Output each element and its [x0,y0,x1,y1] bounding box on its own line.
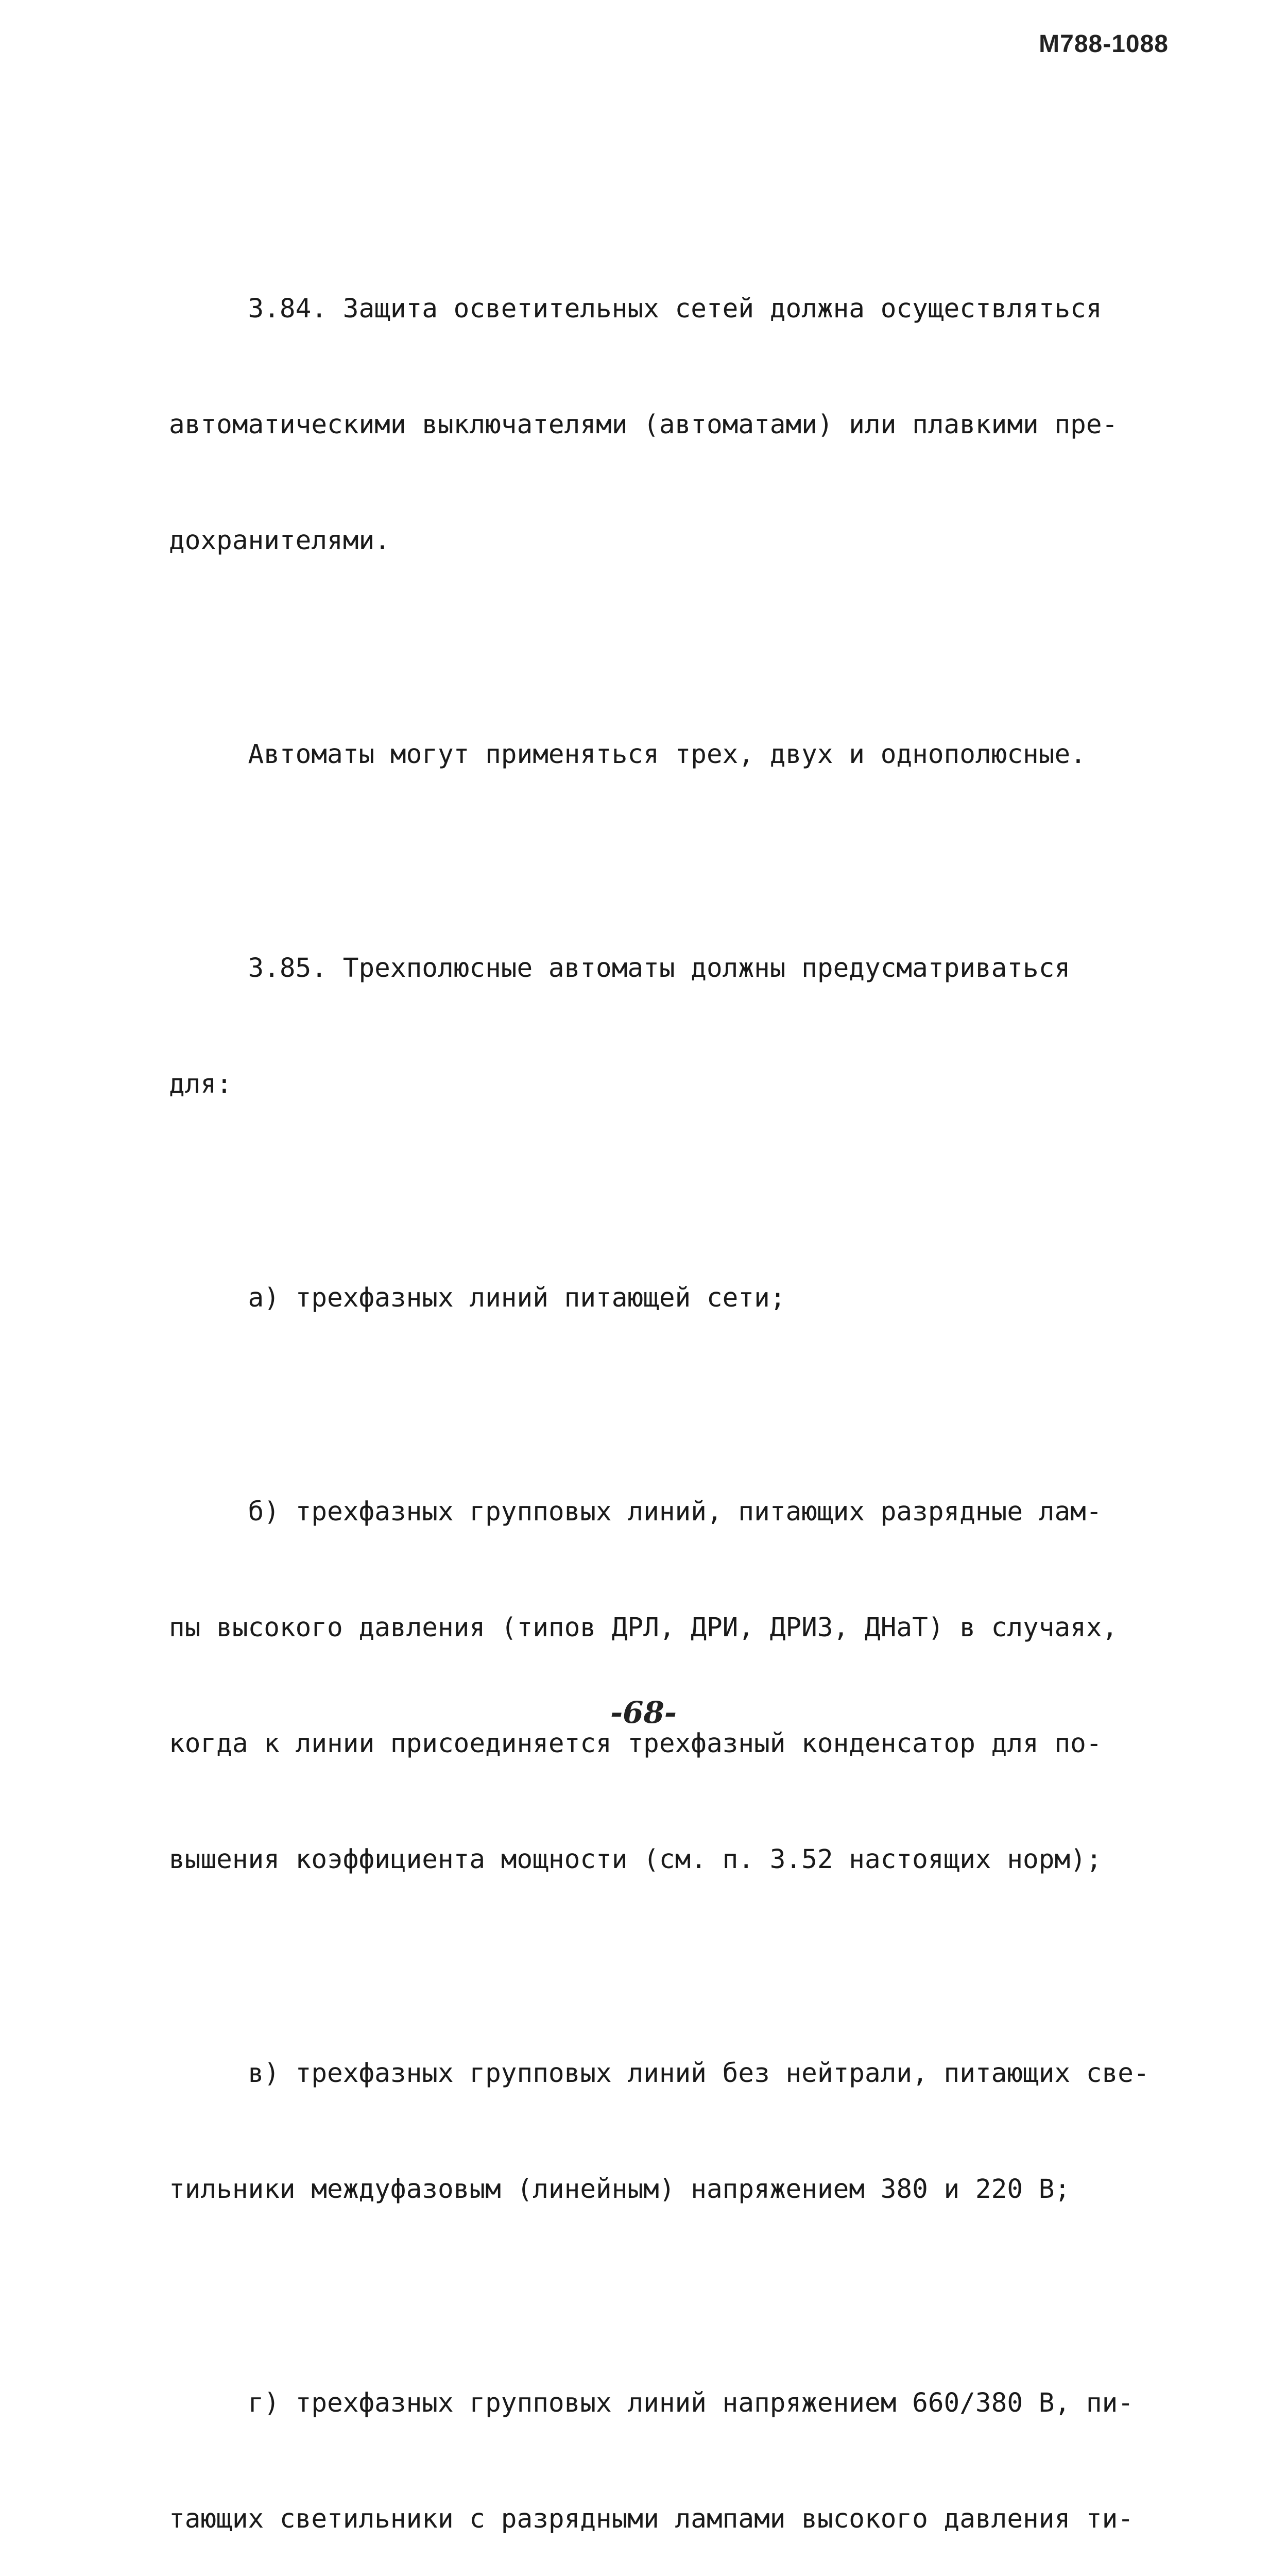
text-line: тильники междуфазовым (линейным) напряжением 380 и 220 В; [169,2174,1071,2205]
text-line: б) трехфазных групповых линий, питающих разрядные лам- [169,1497,1102,1527]
text-line: г) трехфазных групповых линий напряжением 660/380 В, пи- [169,2388,1134,2418]
paragraph-3-85-v [169,1977,1147,2286]
paragraph-automats [169,658,1147,851]
text-line: Автоматы могут применяться трех, двух и однополюсные. [169,739,1086,770]
text-line: в) трехфазных групповых линий без нейтрали, питающих све- [169,2058,1149,2089]
text-line: 3.84. Защита осветительных сетей должна осуществляться [169,294,1102,324]
paragraph-3-84 [169,212,1147,637]
document-body [169,212,1147,2576]
page-number: -68- [610,1695,677,1730]
text-line: когда к линии присоединяется трехфазный конденсатор для по- [169,1728,1102,1759]
text-line: для: [169,1069,232,1099]
text-line: тающих светильники с разрядными лампами высокого давления ти- [169,2504,1134,2534]
text-line: дохранителями. [169,526,390,556]
paragraph-3-85 [169,872,1147,1181]
text-line: пы высокого давления (типов ДРЛ, ДРИ, ДРИЗ, ДНаТ) в случаях, [169,1613,1118,1643]
text-line: вышения коэффициента мощности (см. п. 3.52 настоящих норм); [169,1844,1102,1875]
text-line: а) трехфазных линий питающей сети; [169,1283,786,1313]
document-code: М788-1088 [1039,30,1169,58]
paragraph-3-85-g [169,2307,1147,2576]
paragraph-3-85-b [169,1415,1147,1956]
text-line: автоматическими выключателями (автоматами) или плавкими пре- [169,410,1118,440]
paragraph-3-85-a [169,1201,1147,1395]
text-line: 3.85. Трехполюсные автоматы должны предусматриваться [169,953,1071,984]
